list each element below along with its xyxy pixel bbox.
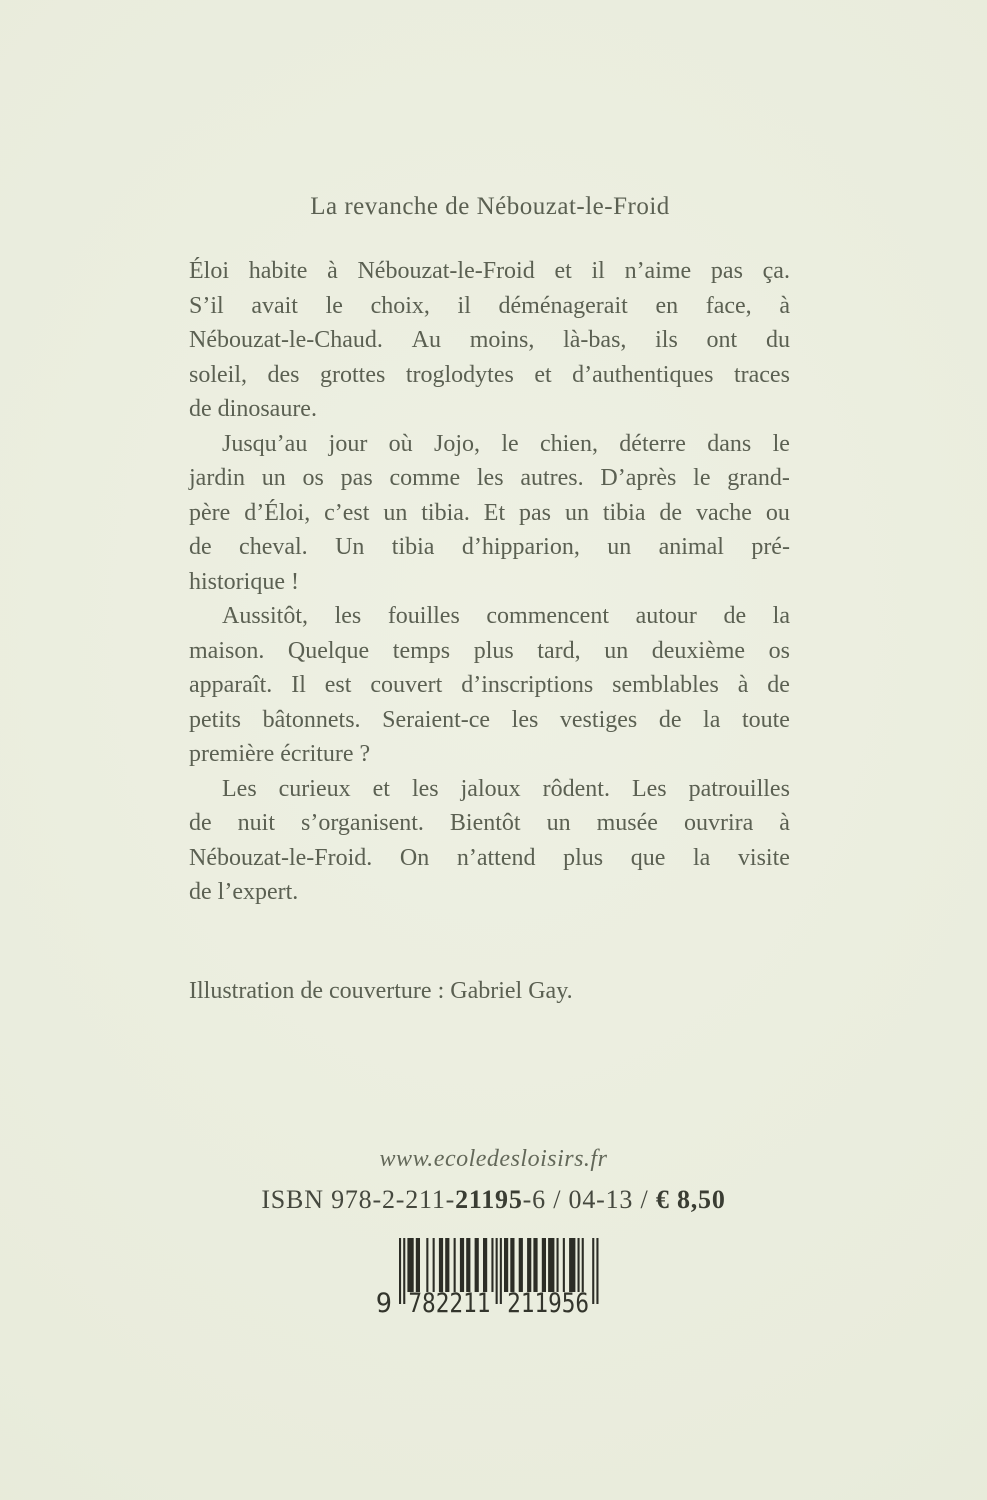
text-line: jardin un os pas comme les autres. D’après le grand-	[189, 465, 790, 491]
isbn-bold-segment: 21195	[455, 1185, 523, 1214]
text-line: Jusqu’au jour où Jojo, le chien, déterre dans le	[222, 430, 790, 457]
text-line: de l’expert.	[189, 879, 299, 905]
barcode-bar	[519, 1238, 523, 1292]
barcode-bar	[582, 1238, 584, 1292]
publisher-website: www.ecoledesloisirs.fr	[379, 1146, 608, 1172]
barcode-bar	[491, 1238, 493, 1292]
text-line: de nuit s’organisent. Bientôt un musée ouvrira à	[189, 810, 790, 836]
isbn-segment: ISBN 978-2-211-	[261, 1185, 456, 1214]
barcode-bar	[533, 1238, 537, 1292]
text-line: de cheval. Un tibia d’hipparion, un animal pré-	[189, 534, 790, 560]
barcode-bar	[407, 1238, 413, 1292]
barcode-bar	[542, 1238, 546, 1292]
isbn-segment: -6 / 04-13 /	[522, 1185, 656, 1214]
barcode-bar	[557, 1238, 559, 1292]
barcode-bar	[510, 1238, 514, 1292]
barcode-bar	[500, 1238, 502, 1304]
barcode-bar	[475, 1238, 479, 1292]
barcode-digits: 211956	[507, 1288, 590, 1317]
text-line: Nébouzat-le-Froid. On n’attend plus que la visite	[189, 844, 790, 871]
text-line: apparaît. Il est couvert d’inscriptions semblables à de	[189, 672, 790, 698]
synopsis-paragraph	[189, 427, 790, 600]
text-line: père d’Éloi, c’est un tibia. Et pas un tibia de vache ou	[189, 499, 790, 526]
text-line: soleil, des grottes troglodytes et d’authentiques traces	[189, 361, 790, 388]
book-title: La revanche de Nébouzat-le-Froid	[310, 193, 670, 220]
cover-illustration-credit: Illustration de couverture : Gabriel Gay.	[189, 978, 573, 1004]
text-line: de dinosaure.	[189, 396, 317, 422]
barcode-bar	[445, 1238, 449, 1292]
text-line: historique !	[189, 568, 299, 595]
barcode-bar	[504, 1238, 508, 1292]
barcode-digits: 782211	[408, 1288, 491, 1317]
synopsis	[189, 254, 790, 910]
barcode-bar	[569, 1238, 575, 1292]
text-line: Éloi habite à Nébouzat-le-Froid et il n’aime pas ça.	[189, 258, 790, 284]
barcode-bar	[596, 1238, 598, 1304]
barcode-bar	[426, 1238, 428, 1292]
barcode-bar	[578, 1238, 580, 1292]
barcode-bar	[454, 1238, 456, 1292]
barcode-bar	[460, 1238, 464, 1292]
barcode-bar	[483, 1238, 487, 1292]
barcode-bar	[439, 1238, 443, 1292]
synopsis-paragraph	[189, 254, 790, 427]
barcode-bar	[563, 1238, 565, 1292]
ean13-barcode	[366, 1237, 612, 1317]
text-line: Les curieux et les jaloux rôdent. Les patrouilles	[222, 775, 790, 802]
text-line: S’il avait le choix, il déménagerait en face, à	[189, 292, 790, 319]
text-line: première écriture ?	[189, 741, 371, 767]
barcode-bar	[527, 1238, 531, 1292]
barcode-digits: 9	[375, 1288, 392, 1317]
text-line: Aussitôt, les fouilles commencent autour de la	[222, 603, 790, 629]
synopsis-paragraph	[189, 599, 790, 772]
barcode-bar	[466, 1238, 470, 1292]
text-line: petits bâtonnets. Seraient-ce les vestiges de la toute	[189, 706, 790, 733]
isbn-line	[0, 1185, 987, 1215]
text-line: maison. Quelque temps plus tard, un deuxième os	[189, 637, 790, 664]
barcode-bar	[403, 1238, 405, 1304]
barcode-bar	[399, 1238, 401, 1304]
barcode-bar	[433, 1238, 435, 1292]
text-line: Nébouzat-le-Chaud. Au moins, là-bas, ils ont du	[189, 327, 790, 353]
synopsis-paragraph	[189, 772, 790, 910]
barcode-bar	[496, 1238, 498, 1304]
barcode-bar	[416, 1238, 420, 1292]
isbn-bold-segment: € 8,50	[655, 1185, 726, 1214]
barcode-bar	[548, 1238, 554, 1292]
barcode-bar	[592, 1238, 594, 1304]
